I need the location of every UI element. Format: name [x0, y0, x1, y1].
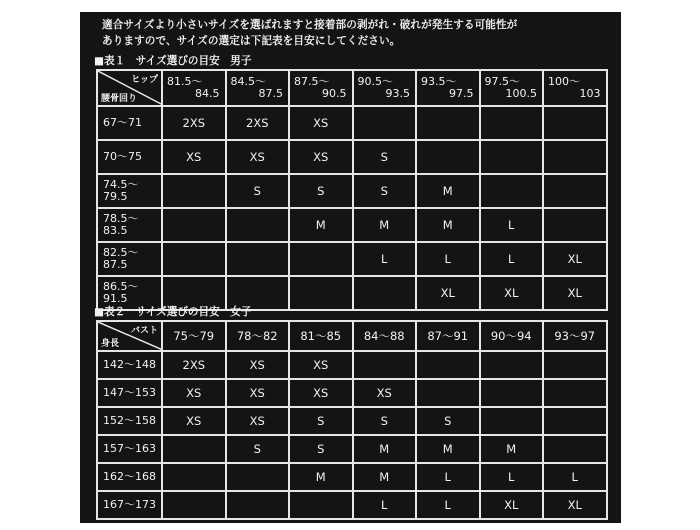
women-size-cell: XL [543, 491, 607, 519]
men-row-header-line: 82.5～ [103, 246, 139, 259]
men-size-cell: M [289, 208, 353, 242]
men-column-header-to: 97.5 [449, 87, 474, 100]
women-row-header: 157～163 [97, 435, 162, 463]
women-size-cell: L [543, 463, 607, 491]
women-size-cell: XS [289, 379, 353, 407]
women-size-cell: S [353, 407, 417, 435]
men-row-header [97, 208, 162, 242]
men-column-header [416, 70, 480, 106]
men-row-header [97, 174, 162, 208]
men-size-cell [162, 174, 226, 208]
women-size-cell [289, 491, 353, 519]
men-size-cell: XS [162, 140, 226, 174]
men-column-header-to: 100.5 [505, 87, 537, 100]
men-column-header-from: 81.5～ [167, 75, 203, 88]
women-row-header: 162～168 [97, 463, 162, 491]
men-size-cell [543, 140, 607, 174]
women-size-cell [543, 407, 607, 435]
women-size-cell [543, 379, 607, 407]
men-corner-cell [97, 70, 162, 106]
women-size-cell: XS [289, 351, 353, 379]
men-size-cell: S [353, 174, 417, 208]
men-size-cell: M [353, 208, 417, 242]
men-column-header [543, 70, 607, 106]
women-size-cell: XL [480, 491, 544, 519]
men-row-header-line: 78.5～ [103, 212, 139, 225]
women-size-cell: S [226, 435, 290, 463]
men-size-cell: XL [543, 242, 607, 276]
women-size-cell: M [480, 435, 544, 463]
men-row-header-line: 86.5～ [103, 280, 139, 293]
women-size-cell: XS [162, 379, 226, 407]
men-size-cell [162, 242, 226, 276]
women-column-header: 81～85 [289, 321, 353, 351]
men-column-header-from: 90.5～ [357, 75, 393, 88]
men-column-header [353, 70, 417, 106]
men-size-cell: S [353, 140, 417, 174]
men-size-cell [480, 174, 544, 208]
women-row-header: 167～173 [97, 491, 162, 519]
women-size-cell: S [289, 435, 353, 463]
men-size-table [96, 69, 608, 311]
women-column-header: 75～79 [162, 321, 226, 351]
men-column-header [226, 70, 290, 106]
women-row-header: 147～153 [97, 379, 162, 407]
women-size-cell [480, 351, 544, 379]
women-size-cell: XS [226, 407, 290, 435]
men-size-cell: S [226, 174, 290, 208]
women-header-row [97, 321, 607, 351]
women-table-row [97, 491, 607, 519]
men-column-header-to: 87.5 [258, 87, 283, 100]
women-column-header: 93～97 [543, 321, 607, 351]
women-size-cell: XS [226, 351, 290, 379]
women-size-cell: 2XS [162, 351, 226, 379]
men-row-header-line: 87.5 [103, 258, 128, 271]
women-column-header: 87～91 [416, 321, 480, 351]
women-table-heading: ■表２ サイズ選びの目安 女子 [94, 306, 252, 318]
women-column-header: 90～94 [480, 321, 544, 351]
women-column-header: 84～88 [353, 321, 417, 351]
men-table-heading: ■表１ サイズ選びの目安 男子 [94, 55, 252, 67]
men-row-header [97, 242, 162, 276]
women-size-cell [162, 463, 226, 491]
men-size-cell [416, 140, 480, 174]
women-size-cell: S [416, 407, 480, 435]
women-row-header: 142～148 [97, 351, 162, 379]
women-size-cell [480, 379, 544, 407]
men-size-cell [480, 140, 544, 174]
men-size-cell [289, 276, 353, 310]
women-size-table [96, 320, 608, 520]
men-size-cell: 2XS [226, 106, 290, 140]
men-size-cell [226, 208, 290, 242]
women-table-row [97, 407, 607, 435]
women-size-cell: L [480, 463, 544, 491]
men-table-row [97, 242, 607, 276]
women-size-cell [162, 435, 226, 463]
men-size-cell [543, 106, 607, 140]
women-row-header: 152～158 [97, 407, 162, 435]
men-column-header-from: 87.5～ [294, 75, 330, 88]
women-table-row [97, 351, 607, 379]
men-table-row [97, 106, 607, 140]
men-row-header [97, 140, 162, 174]
women-size-cell [416, 351, 480, 379]
women-size-cell [226, 491, 290, 519]
women-size-cell: L [416, 491, 480, 519]
men-size-cell [480, 106, 544, 140]
men-size-cell: S [289, 174, 353, 208]
men-size-cell [416, 106, 480, 140]
men-column-header-to: 93.5 [385, 87, 410, 100]
women-corner-column-label: バスト [130, 326, 158, 336]
men-row-header-line: 74.5～ [103, 178, 139, 191]
men-column-header-from: 100～ [548, 75, 580, 88]
men-size-cell: XS [289, 106, 353, 140]
women-size-cell [353, 351, 417, 379]
women-size-cell: M [353, 435, 417, 463]
men-size-cell [543, 208, 607, 242]
women-size-cell [226, 463, 290, 491]
notice-line-1: 適合サイズより小さいサイズを選ばれますと接着部の剥がれ・破れが発生する可能性が [102, 19, 518, 31]
men-size-cell: XL [416, 276, 480, 310]
men-size-cell: M [416, 174, 480, 208]
men-row-header [97, 106, 162, 140]
men-size-cell [289, 242, 353, 276]
women-size-cell [543, 435, 607, 463]
men-size-cell [226, 242, 290, 276]
women-size-cell [162, 491, 226, 519]
women-corner-row-label: 身長 [101, 339, 120, 349]
men-row-header-line: 91.5 [103, 292, 128, 305]
women-size-cell: M [416, 435, 480, 463]
women-corner-cell [97, 321, 162, 351]
men-row-header-line: 79.5 [103, 190, 128, 203]
men-row-header-line: 83.5 [103, 224, 128, 237]
men-size-cell: M [416, 208, 480, 242]
men-column-header-from: 84.5～ [230, 75, 266, 88]
women-size-cell: XS [226, 379, 290, 407]
men-corner-row-label: 腰骨回り [101, 94, 138, 104]
men-table-row [97, 174, 607, 208]
men-size-cell: XS [226, 140, 290, 174]
men-row-header-line: 67～71 [103, 116, 142, 129]
women-size-cell [543, 351, 607, 379]
men-size-cell: L [416, 242, 480, 276]
men-column-header-from: 93.5～ [421, 75, 457, 88]
women-size-cell: XS [353, 379, 417, 407]
men-column-header [162, 70, 226, 106]
women-table-row [97, 435, 607, 463]
men-column-header-from: 97.5～ [484, 75, 520, 88]
men-size-cell [162, 208, 226, 242]
women-size-cell [480, 407, 544, 435]
women-size-cell: S [289, 407, 353, 435]
men-column-header-to: 103 [579, 87, 601, 100]
men-size-cell: L [353, 242, 417, 276]
men-corner-column-label: ヒップ [131, 75, 158, 85]
men-table-row [97, 140, 607, 174]
women-size-cell: XS [162, 407, 226, 435]
men-column-header-to: 90.5 [322, 87, 347, 100]
women-size-cell: M [289, 463, 353, 491]
men-column-header [289, 70, 353, 106]
women-column-header: 78～82 [226, 321, 290, 351]
men-column-header-to: 84.5 [195, 87, 220, 100]
notice-line-2: ありますので、サイズの選定は下記表を目安にしてください。 [102, 35, 401, 47]
men-size-cell: XL [543, 276, 607, 310]
men-size-cell [353, 276, 417, 310]
men-size-cell: XS [289, 140, 353, 174]
women-size-cell: M [353, 463, 417, 491]
women-size-cell [416, 379, 480, 407]
men-size-cell [353, 106, 417, 140]
men-header-row [97, 70, 607, 106]
men-row-header-line: 70～75 [103, 150, 142, 163]
women-table-row [97, 463, 607, 491]
men-size-cell [543, 174, 607, 208]
men-column-header [480, 70, 544, 106]
men-size-cell: 2XS [162, 106, 226, 140]
women-size-cell: L [353, 491, 417, 519]
women-size-cell: L [416, 463, 480, 491]
men-size-cell: L [480, 208, 544, 242]
size-guide-panel [80, 12, 621, 523]
men-size-cell: XL [480, 276, 544, 310]
women-table-row [97, 379, 607, 407]
men-table-row [97, 208, 607, 242]
men-size-cell: L [480, 242, 544, 276]
